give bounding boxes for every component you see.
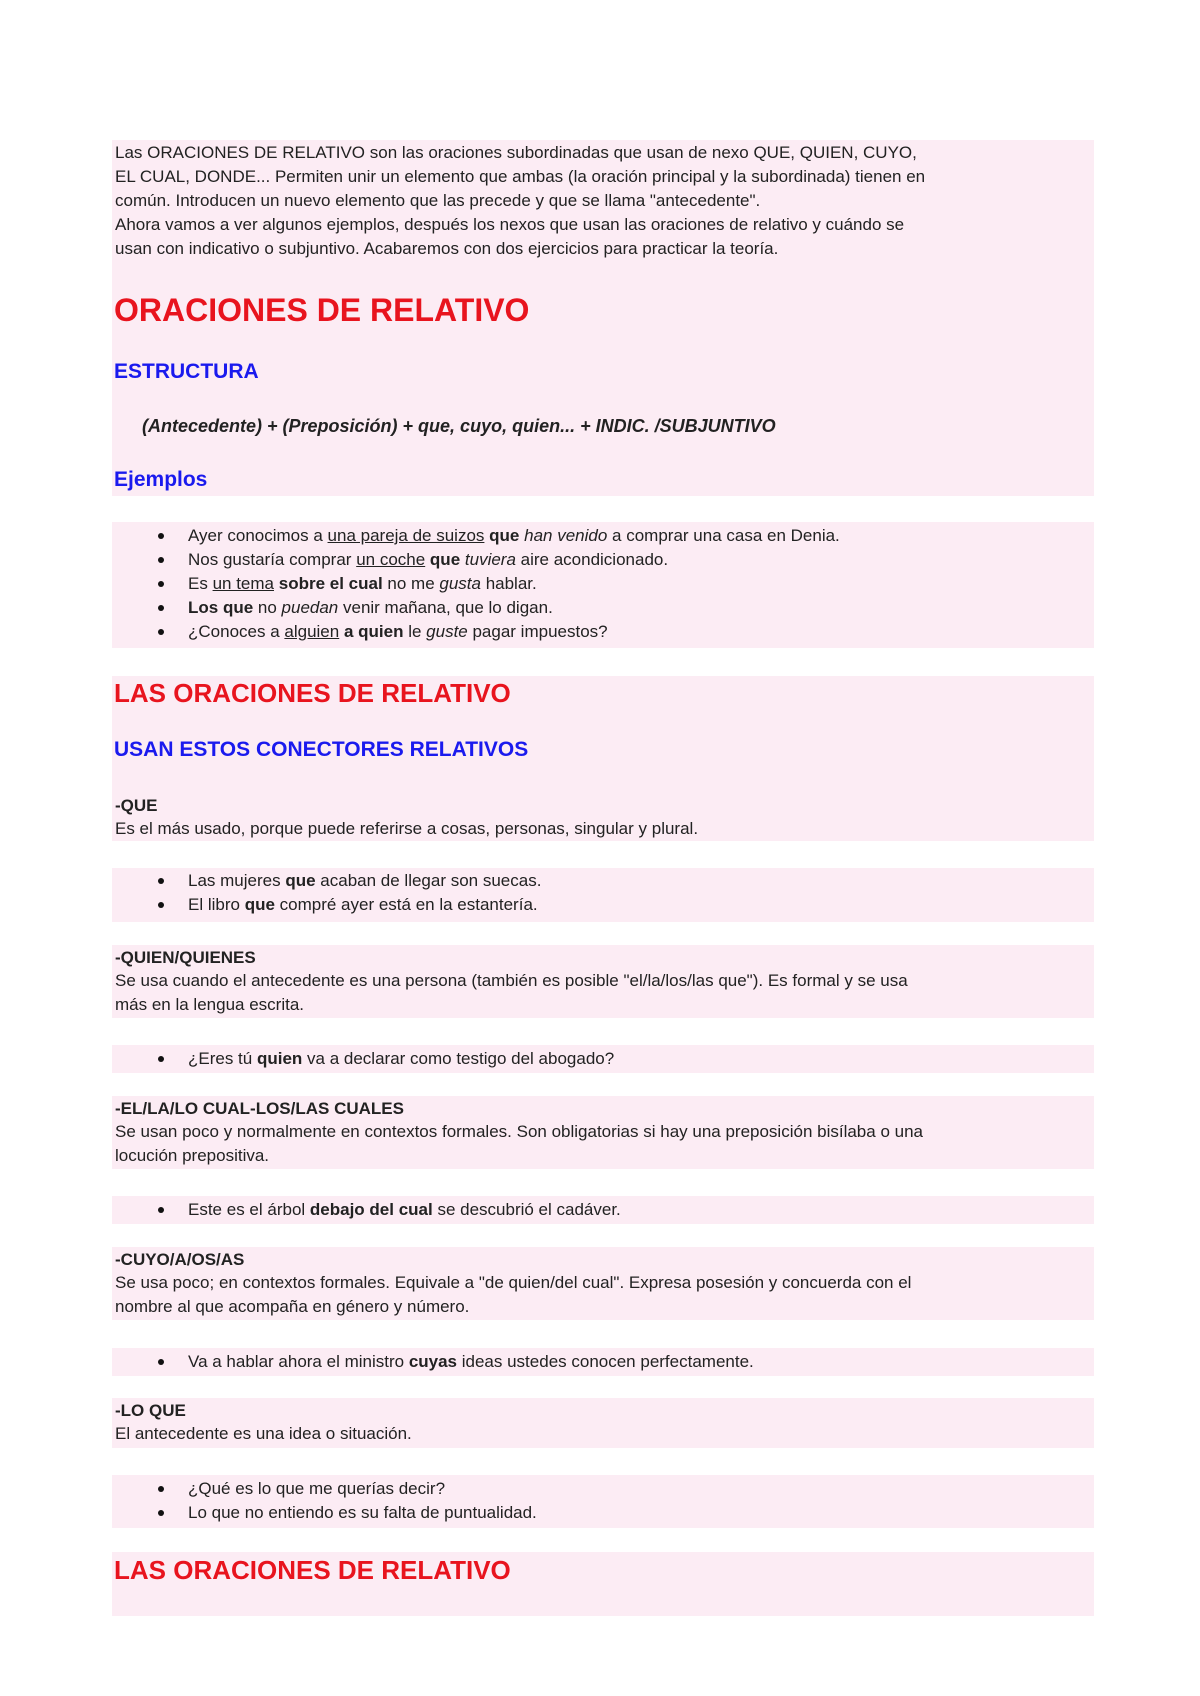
text-segment: le bbox=[403, 622, 427, 641]
bullet-icon bbox=[158, 557, 164, 563]
bullet-icon bbox=[158, 902, 164, 908]
intro-line: común. Introducen un nuevo elemento que las precede y que se llama "antecedente". bbox=[115, 191, 761, 210]
text-segment: a quien bbox=[343, 622, 404, 641]
text-segment: un tema bbox=[212, 574, 274, 593]
text-segment: Es bbox=[188, 574, 213, 593]
list-item bbox=[115, 1047, 614, 1071]
list-item bbox=[115, 524, 840, 548]
intro-line: Ahora vamos a ver algunos ejemplos, después los nexos que usan las oraciones de relativo y cuándo se bbox=[115, 215, 905, 234]
loque-list bbox=[115, 1477, 537, 1525]
cuyo-label: -CUYO/A/OS/AS bbox=[115, 1250, 245, 1269]
text-segment: que bbox=[244, 895, 275, 914]
text-segment: que bbox=[489, 526, 520, 545]
text-segment: Ayer conocimos a bbox=[188, 526, 328, 545]
cuyo-list bbox=[115, 1350, 754, 1374]
text-segment: Las mujeres bbox=[188, 871, 286, 890]
footer-heading: LAS ORACIONES DE RELATIVO bbox=[114, 1555, 511, 1585]
text-segment: cuyas bbox=[408, 1352, 458, 1371]
list-item bbox=[115, 596, 840, 620]
text-segment: sobre el cual bbox=[278, 574, 383, 593]
cuyo-desc: Se usa poco; en contextos formales. Equivale a "de quien/del cual". Expresa posesión y concuerda con el bbox=[115, 1273, 912, 1292]
text-segment: compré ayer está en la estantería. bbox=[274, 895, 538, 914]
text-segment: un coche bbox=[356, 550, 426, 569]
text-segment: Este es el árbol bbox=[188, 1200, 310, 1219]
text-segment: una pareja de suizos bbox=[327, 526, 485, 545]
text-segment: gusta bbox=[439, 574, 481, 593]
list-item bbox=[115, 1198, 621, 1222]
text-segment: ¿Eres tú bbox=[188, 1049, 257, 1068]
text-segment: ¿Conoces a bbox=[188, 622, 285, 641]
list-item bbox=[115, 572, 840, 596]
cual-desc: Se usan poco y normalmente en contextos formales. Son obligatorias si hay una preposición bisílaba o una bbox=[115, 1122, 923, 1141]
estructura-heading: ESTRUCTURA bbox=[114, 360, 259, 383]
list-item bbox=[115, 893, 541, 917]
que-label: -QUE bbox=[115, 796, 158, 815]
text-segment: va a declarar como testigo del abogado? bbox=[302, 1049, 615, 1068]
bullet-icon bbox=[158, 1510, 164, 1516]
text-segment: se descubrió el cadáver. bbox=[432, 1200, 621, 1219]
cual-list bbox=[115, 1198, 621, 1222]
text-segment: acaban de llegar son suecas. bbox=[315, 871, 542, 890]
bullet-icon bbox=[158, 581, 164, 587]
text-segment: Lo que no entiendo es su falta de puntualidad. bbox=[188, 1503, 537, 1522]
text-segment: aire acondicionado. bbox=[515, 550, 669, 569]
list-item bbox=[115, 1477, 537, 1501]
bullet-icon bbox=[158, 1056, 164, 1062]
list-item bbox=[115, 1501, 537, 1525]
text-segment: no me bbox=[382, 574, 440, 593]
text-segment: debajo del cual bbox=[309, 1200, 433, 1219]
estructura-formula: (Antecedente) + (Preposición) + que, cuyo, quien... + INDIC. /SUBJUNTIVO bbox=[142, 416, 776, 436]
text-segment: no bbox=[253, 598, 282, 617]
page-title: ORACIONES DE RELATIVO bbox=[114, 292, 530, 328]
list-item bbox=[115, 1350, 754, 1374]
list-item bbox=[115, 620, 840, 644]
conectores-heading-red: LAS ORACIONES DE RELATIVO bbox=[114, 678, 511, 708]
text-segment: a comprar una casa en Denia. bbox=[607, 526, 840, 545]
text-segment: El libro bbox=[188, 895, 245, 914]
text-segment: pagar impuestos? bbox=[467, 622, 608, 641]
cuyo-desc: nombre al que acompaña en género y número. bbox=[115, 1297, 470, 1316]
que-desc: Es el más usado, porque puede referirse a cosas, personas, singular y plural. bbox=[115, 819, 699, 838]
list-item bbox=[115, 548, 840, 572]
text-segment: han venido bbox=[524, 526, 608, 545]
cual-desc: locución prepositiva. bbox=[115, 1146, 270, 1165]
quien-list bbox=[115, 1047, 614, 1071]
bullet-icon bbox=[158, 1207, 164, 1213]
list-item bbox=[115, 869, 541, 893]
loque-desc: El antecedente es una idea o situación. bbox=[115, 1424, 412, 1443]
text-segment: que bbox=[429, 550, 461, 569]
intro-line: EL CUAL, DONDE... Permiten unir un elemento que ambas (la oración principal y la subordinada) tienen en bbox=[115, 167, 926, 186]
bullet-icon bbox=[158, 878, 164, 884]
text-segment: Va a hablar ahora el ministro bbox=[188, 1352, 409, 1371]
text-segment: guste bbox=[426, 622, 468, 641]
text-segment: venir mañana, que lo digan. bbox=[338, 598, 553, 617]
text-segment: alguien bbox=[284, 622, 340, 641]
text-segment: quien bbox=[256, 1049, 303, 1068]
bullet-icon bbox=[158, 605, 164, 611]
quien-label: -QUIEN/QUIENES bbox=[115, 948, 256, 967]
text-segment: ¿Qué es lo que me querías decir? bbox=[188, 1479, 446, 1498]
ejemplos-heading: Ejemplos bbox=[114, 468, 208, 491]
bullet-icon bbox=[158, 629, 164, 635]
text-segment: ideas ustedes conocen perfectamente. bbox=[457, 1352, 754, 1371]
text-segment: que bbox=[285, 871, 316, 890]
intro-line: usan con indicativo o subjuntivo. Acabaremos con dos ejercicios para practicar la teoría. bbox=[115, 239, 779, 258]
text-segment: Los que bbox=[188, 598, 254, 617]
text-segment: puedan bbox=[281, 598, 339, 617]
ejemplos-list bbox=[115, 524, 840, 644]
conectores-heading-blue: USAN ESTOS CONECTORES RELATIVOS bbox=[114, 738, 529, 761]
intro-line: Las ORACIONES DE RELATIVO son las oraciones subordinadas que usan de nexo QUE, QUIEN, CUYO, bbox=[115, 143, 917, 162]
loque-label: -LO QUE bbox=[115, 1401, 186, 1420]
bullet-icon bbox=[158, 1359, 164, 1365]
quien-desc: Se usa cuando el antecedente es una persona (también es posible "el/la/los/las que"). Es formal y se usa bbox=[115, 971, 908, 990]
que-list bbox=[115, 869, 541, 917]
text-segment: hablar. bbox=[480, 574, 537, 593]
cual-label: -EL/LA/LO CUAL-LOS/LAS CUALES bbox=[115, 1099, 404, 1118]
bullet-icon bbox=[158, 1486, 164, 1492]
quien-desc: más en la lengua escrita. bbox=[115, 995, 304, 1014]
text-segment: tuviera bbox=[464, 550, 516, 569]
bullet-icon bbox=[158, 533, 164, 539]
text-segment: Nos gustaría comprar bbox=[188, 550, 357, 569]
